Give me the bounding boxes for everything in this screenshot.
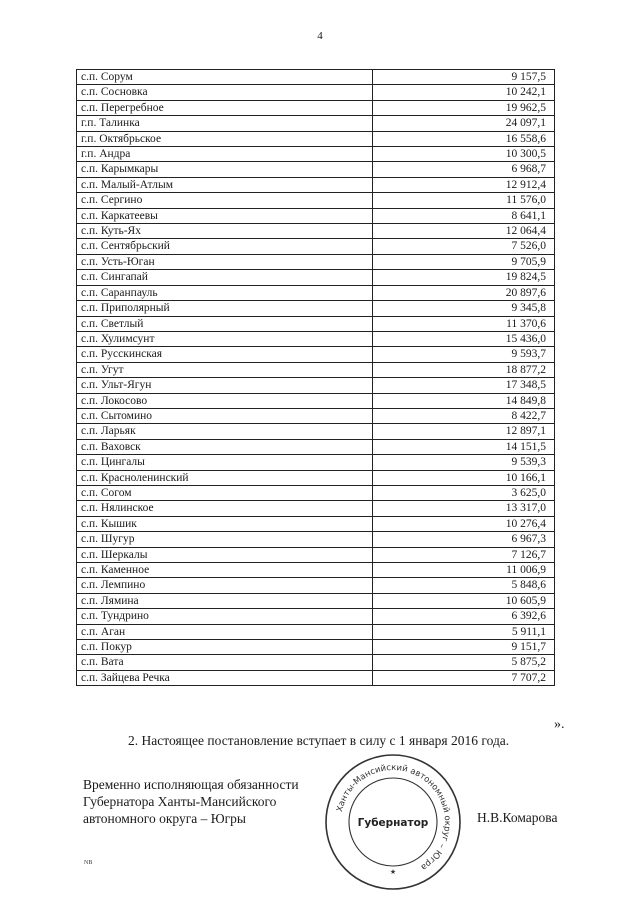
- table-row: [77, 316, 555, 331]
- amount-value: 16 558,6: [373, 131, 555, 146]
- signature-line: автономного округа – Югры: [83, 811, 246, 826]
- settlement-name: с.п. Сингапай: [77, 270, 373, 285]
- settlement-name: с.п. Каркатеевы: [77, 208, 373, 223]
- amount-value: 11 370,6: [373, 316, 555, 331]
- signature-line: Временно исполняющая обязанности: [83, 777, 299, 792]
- table-row: [77, 532, 555, 547]
- settlement-name: с.п. Сытомино: [77, 408, 373, 423]
- settlement-name: с.п. Вата: [77, 655, 373, 670]
- settlement-name: с.п. Зайцева Речка: [77, 670, 373, 685]
- amount-value: 8 641,1: [373, 208, 555, 223]
- table-row: [77, 670, 555, 685]
- settlement-name: с.п. Ларьяк: [77, 424, 373, 439]
- page-number: 4: [317, 30, 323, 42]
- table-row: [77, 301, 555, 316]
- table-row: [77, 331, 555, 346]
- table-row: [77, 100, 555, 115]
- amount-value: 8 422,7: [373, 408, 555, 423]
- amount-value: 10 242,1: [373, 85, 555, 100]
- settlement-name: с.п. Сентябрьский: [77, 239, 373, 254]
- table-row: [77, 640, 555, 655]
- settlement-name: с.п. Цингалы: [77, 455, 373, 470]
- amount-value: 14 849,8: [373, 393, 555, 408]
- stamp-ring-text: Ханты-Мансийский автономный округ – Югра: [335, 762, 453, 873]
- table-row: [77, 378, 555, 393]
- table-row: [77, 516, 555, 531]
- table-row: [77, 578, 555, 593]
- footer-code: NB: [84, 860, 93, 866]
- amount-value: 19 824,5: [373, 270, 555, 285]
- table-row: [77, 131, 555, 146]
- amount-value: 9 157,5: [373, 70, 555, 85]
- table-row: [77, 70, 555, 85]
- settlement-name: с.п. Локосово: [77, 393, 373, 408]
- settlement-name: с.п. Перегребное: [77, 100, 373, 115]
- settlement-name: с.п. Карымкары: [77, 162, 373, 177]
- allocation-table: [76, 69, 555, 686]
- table-row: [77, 455, 555, 470]
- settlement-name: с.п. Сорум: [77, 70, 373, 85]
- settlement-name: с.п. Лемпино: [77, 578, 373, 593]
- amount-value: 5 911,1: [373, 624, 555, 639]
- amount-value: 12 897,1: [373, 424, 555, 439]
- table-row: [77, 239, 555, 254]
- amount-value: 20 897,6: [373, 285, 555, 300]
- amount-value: 11 006,9: [373, 563, 555, 578]
- table-row: [77, 593, 555, 608]
- settlement-name: с.п. Светлый: [77, 316, 373, 331]
- table-row: [77, 485, 555, 500]
- table-row: [77, 347, 555, 362]
- amount-value: 15 436,0: [373, 331, 555, 346]
- stamp-center-text: Губернатор: [357, 817, 429, 829]
- amount-value: 7 526,0: [373, 239, 555, 254]
- amount-value: 7 126,7: [373, 547, 555, 562]
- amount-value: 14 151,5: [373, 439, 555, 454]
- signature-line: Губернатора Ханты-Мансийского: [83, 794, 277, 809]
- closing-quote: ».: [554, 717, 565, 732]
- settlement-name: с.п. Каменное: [77, 563, 373, 578]
- amount-value: 10 166,1: [373, 470, 555, 485]
- settlement-name: с.п. Шугур: [77, 532, 373, 547]
- settlement-name: с.п. Шеркалы: [77, 547, 373, 562]
- table-row: [77, 208, 555, 223]
- amount-value: 5 875,2: [373, 655, 555, 670]
- table-row: [77, 609, 555, 624]
- table-row: [77, 362, 555, 377]
- settlement-name: с.п. Аган: [77, 624, 373, 639]
- amount-value: 7 707,2: [373, 670, 555, 685]
- settlement-name: с.п. Ульт-Ягун: [77, 378, 373, 393]
- table-row: [77, 424, 555, 439]
- amount-value: 13 317,0: [373, 501, 555, 516]
- table-row: [77, 177, 555, 192]
- amount-value: 17 348,5: [373, 378, 555, 393]
- amount-value: 6 392,6: [373, 609, 555, 624]
- amount-value: 10 605,9: [373, 593, 555, 608]
- amount-value: 18 877,2: [373, 362, 555, 377]
- settlement-name: с.п. Сергино: [77, 193, 373, 208]
- settlement-name: с.п. Русскинская: [77, 347, 373, 362]
- amount-value: 12 064,4: [373, 224, 555, 239]
- table-row: [77, 470, 555, 485]
- settlement-name: г.п. Андра: [77, 147, 373, 162]
- table-row: [77, 85, 555, 100]
- amount-value: 10 300,5: [373, 147, 555, 162]
- table-row: [77, 116, 555, 131]
- amount-value: 3 625,0: [373, 485, 555, 500]
- table-row: [77, 624, 555, 639]
- table-row: [77, 393, 555, 408]
- table-row: [77, 655, 555, 670]
- settlement-name: с.п. Сосновка: [77, 85, 373, 100]
- amount-value: 9 539,3: [373, 455, 555, 470]
- settlement-name: с.п. Угут: [77, 362, 373, 377]
- settlement-name: с.п. Куть-Ях: [77, 224, 373, 239]
- signatory-name: Н.В.Комарова: [477, 810, 558, 825]
- amount-value: 5 848,6: [373, 578, 555, 593]
- amount-value: 9 705,9: [373, 254, 555, 269]
- amount-value: 24 097,1: [373, 116, 555, 131]
- amount-value: 19 962,5: [373, 100, 555, 115]
- amount-value: 6 967,3: [373, 532, 555, 547]
- settlement-name: с.п. Усть-Юган: [77, 254, 373, 269]
- table-row: [77, 162, 555, 177]
- table-row: [77, 147, 555, 162]
- amount-value: 11 576,0: [373, 193, 555, 208]
- table-body: [77, 70, 555, 686]
- settlement-name: г.п. Талинка: [77, 116, 373, 131]
- table-row: [77, 408, 555, 423]
- settlement-name: с.п. Саранпауль: [77, 285, 373, 300]
- table-row: [77, 547, 555, 562]
- table-row: [77, 224, 555, 239]
- settlement-name: с.п. Согом: [77, 485, 373, 500]
- settlement-name: с.п. Ваховск: [77, 439, 373, 454]
- amount-value: 6 968,7: [373, 162, 555, 177]
- settlement-name: с.п. Нялинское: [77, 501, 373, 516]
- settlement-name: г.п. Октябрьское: [77, 131, 373, 146]
- settlement-name: с.п. Приполярный: [77, 301, 373, 316]
- amount-value: 9 593,7: [373, 347, 555, 362]
- table-row: [77, 501, 555, 516]
- table-row: [77, 285, 555, 300]
- settlement-name: с.п. Тундрино: [77, 609, 373, 624]
- settlement-name: с.п. Малый-Атлым: [77, 177, 373, 192]
- table-row: [77, 254, 555, 269]
- paragraph-2: 2. Настоящее постановление вступает в силу с 1 января 2016 года.: [128, 733, 510, 748]
- stamp-star-icon: ★: [389, 868, 397, 876]
- table-row: [77, 193, 555, 208]
- settlement-name: с.п. Лямина: [77, 593, 373, 608]
- settlement-name: с.п. Покур: [77, 640, 373, 655]
- amount-value: 9 345,8: [373, 301, 555, 316]
- amount-value: 9 151,7: [373, 640, 555, 655]
- settlement-name: с.п. Кышик: [77, 516, 373, 531]
- table-row: [77, 439, 555, 454]
- amount-value: 12 912,4: [373, 177, 555, 192]
- official-stamp: [323, 752, 463, 892]
- settlement-name: с.п. Красноленинский: [77, 470, 373, 485]
- table-row: [77, 270, 555, 285]
- amount-value: 10 276,4: [373, 516, 555, 531]
- settlement-name: с.п. Хулимсунт: [77, 331, 373, 346]
- signature-title: [83, 776, 299, 827]
- table-row: [77, 563, 555, 578]
